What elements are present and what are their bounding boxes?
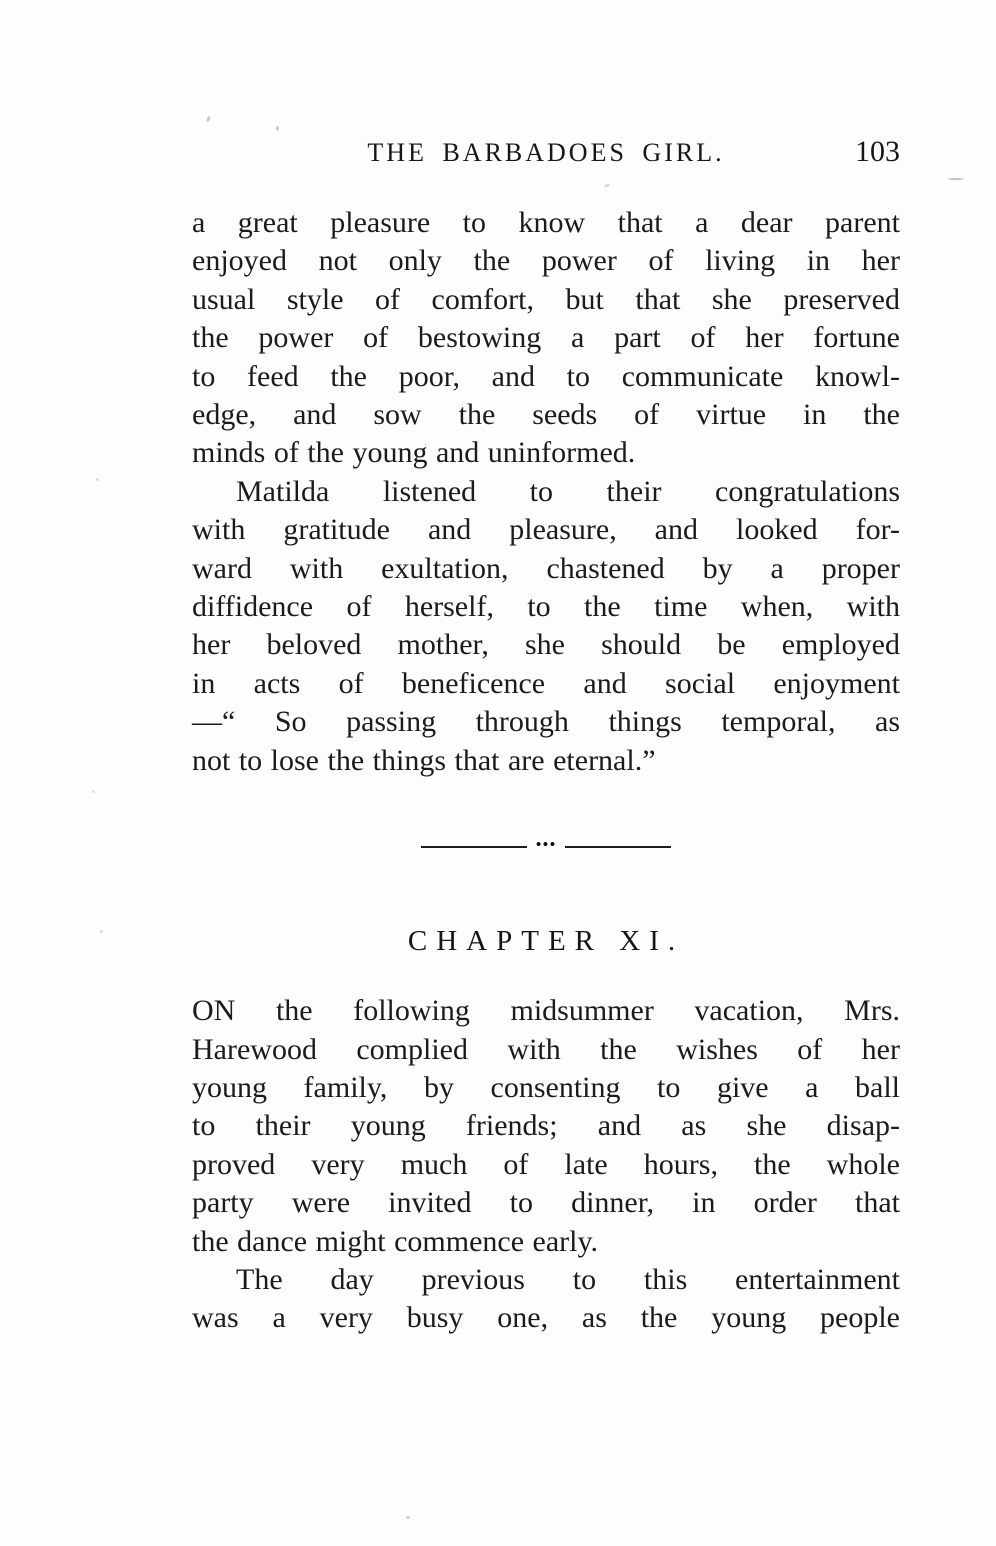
text-line: a great pleasure to know that a dear parent [192,206,900,239]
text-line: in acts of beneficence and social enjoyment [192,666,900,700]
scan-speck [96,478,99,481]
divider-line-left [421,846,527,848]
text-line: The day previous to this entertainment [236,1262,900,1296]
text-line: usual style of comfort, but that she preserved [192,282,900,316]
scan-speck [92,790,95,793]
paragraph [192,992,900,1261]
running-header [192,135,900,174]
text-line: ON the following midsummer vacation, Mrs. [192,994,900,1028]
text-line: party were invited to dinner, in order that [192,1186,900,1220]
scan-speck [604,183,611,188]
text-line: proved very much of late hours, the whole [192,1147,900,1181]
text-line: ward with exultation, chastened by a proper [192,551,900,585]
text-line: her beloved mother, she should be employed [192,628,900,662]
divider-line-right [565,846,671,848]
text-line: was a very busy one, as the young people [192,1301,900,1335]
text-line: enjoyed not only the power of living in her [192,244,900,278]
scan-speck [406,1516,410,1519]
text-line: to feed the poor, and to communicate knowl- [192,359,900,393]
running-title: THE BARBADOES GIRL. [367,138,725,167]
paragraph [192,204,900,473]
text-line: young family, by consenting to give a ball [192,1070,900,1104]
scan-speck [948,178,964,180]
text-line: minds of the young and uninformed. [192,436,636,470]
text-line: edge, and sow the seeds of virtue in the [192,398,900,432]
text-line: to their young friends; and as she disap- [192,1109,900,1143]
paragraph [192,473,900,780]
text-line: Matilda listened to their congratulations [236,474,900,508]
paragraph [192,1261,900,1338]
scan-speck [206,116,211,123]
text-line: the dance might commence early. [192,1224,599,1258]
text-line: Harewood complied with the wishes of her [192,1032,900,1066]
section-divider [421,835,671,855]
text-line: the power of bestowing a part of her fortune [192,321,900,355]
scan-speck [100,930,103,933]
text-line: with gratitude and pleasure, and looked for- [192,513,900,547]
divider-ornament: ••• [535,835,557,855]
text-line: not to lose the things that are eternal.” [192,743,656,777]
chapter-heading: CHAPTER XI. [407,925,685,958]
text-line: —“ So passing through things temporal, as [192,705,900,739]
text-line: diffidence of herself, to the time when, with [192,590,900,624]
scan-speck [276,126,279,131]
page-number: 103 [855,135,900,168]
